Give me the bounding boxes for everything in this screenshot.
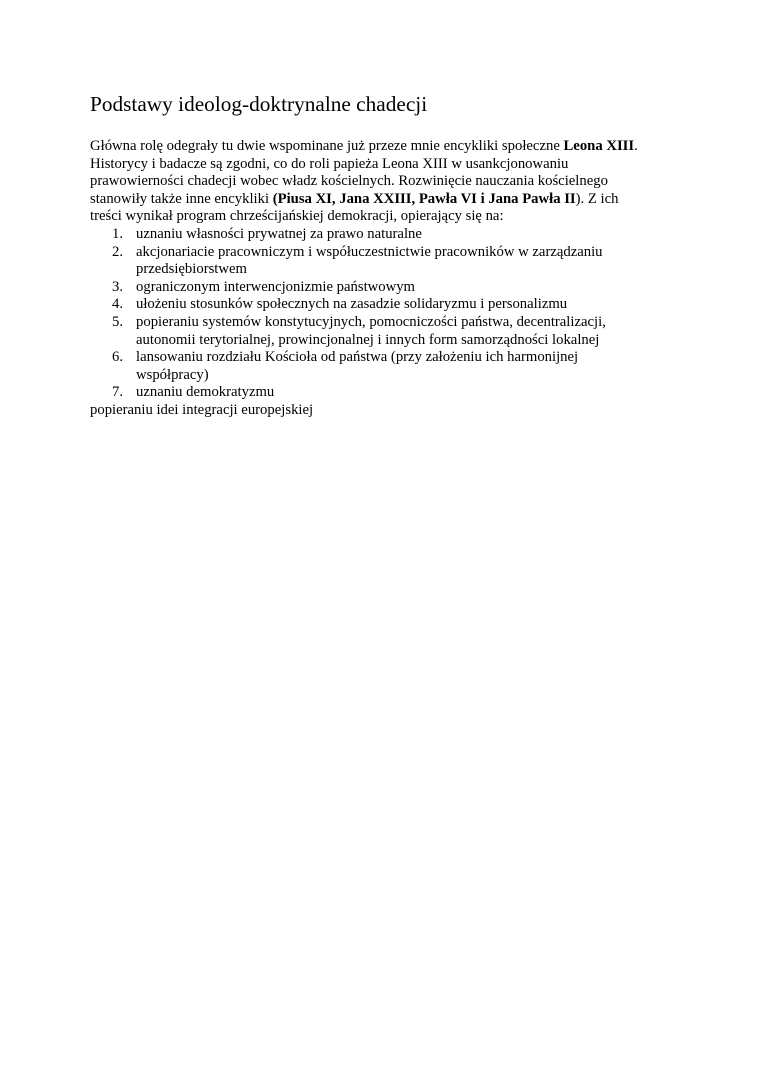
list-item-text: ograniczonym interwencjonizmie państwowym xyxy=(136,278,415,295)
list-item-text: uznaniu własności prywatnej za prawo naturalne xyxy=(136,226,422,242)
paragraph-text: . xyxy=(634,138,638,154)
list-item-text: współpracy) xyxy=(136,366,209,383)
paragraph-line-2: Historycy i badacze są zgodni, co do roli papieża Leona XIII w usankcjonowaniu xyxy=(90,155,569,172)
bold-name-leona: Leona XIII xyxy=(563,138,635,154)
document-title: Podstawy ideolog-doktrynalne chadecji xyxy=(90,92,428,116)
list-item xyxy=(90,244,670,279)
body-paragraph xyxy=(90,138,670,226)
list-item-text: przedsiębiorstwem xyxy=(136,261,247,278)
list-number: 4. xyxy=(112,296,124,313)
list-item-text: uznaniu demokratyzmu xyxy=(136,384,275,401)
list-number: 1. xyxy=(112,226,124,242)
bold-popes-list: (Piusa XI, Jana XXIII, Pawła VI i Jana Pawła II xyxy=(272,190,576,207)
list-item xyxy=(90,384,670,402)
list-number: 3. xyxy=(112,278,124,295)
list-item-text: popieraniu systemów konstytucyjnych, pomocniczości państwa, decentralizacji, xyxy=(136,313,606,330)
list-item xyxy=(90,314,670,349)
list-item xyxy=(90,279,670,297)
list-number: 5. xyxy=(112,313,124,330)
list-item-text: ułożeniu stosunków społecznych na zasadzie solidaryzmu i personalizmu xyxy=(136,296,568,313)
list-item-text: lansowaniu rozdziału Kościoła od państwa (przy założeniu ich harmonijnej xyxy=(136,349,579,366)
paragraph-text: stanowiły także inne encykliki xyxy=(90,190,273,207)
list-item xyxy=(90,296,670,314)
list-item-text: autonomii terytorialnej, prowincjonalnej i innych form samorządności lokalnej xyxy=(136,331,600,348)
list-number: 6. xyxy=(112,349,124,366)
list-number: 2. xyxy=(112,243,124,260)
list-item xyxy=(90,226,670,244)
list-item-text: akcjonariacie pracowniczym i współuczestnictwie pracowników w zarządzaniu xyxy=(136,243,603,260)
list-number: 7. xyxy=(112,384,124,401)
trailing-line: popieraniu idei integracji europejskiej xyxy=(90,402,314,418)
paragraph-text: Główna rolę odegrały tu dwie wspominane już przeze mnie encykliki społeczne xyxy=(90,138,564,154)
paragraph-line-4 xyxy=(90,191,670,209)
paragraph-line-1 xyxy=(90,138,670,156)
numbered-list xyxy=(90,226,670,402)
paragraph-line-5: treści wynikał program chrześcijańskiej demokracji, opierający się na: xyxy=(90,208,504,225)
paragraph-line-3: prawowierności chadecji wobec władz kościelnych. Rozwinięcie nauczania kościelnego xyxy=(90,173,608,190)
list-item xyxy=(90,349,670,384)
paragraph-text: ). Z ich xyxy=(575,190,619,207)
